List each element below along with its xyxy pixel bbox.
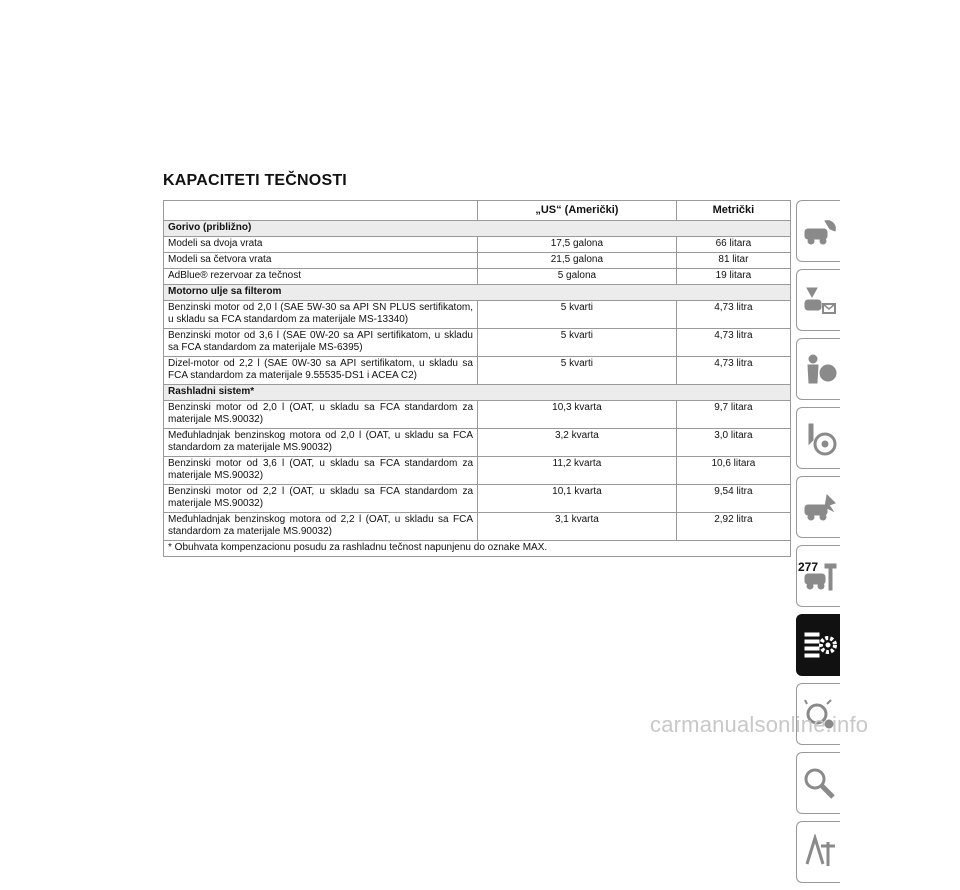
table-row bbox=[164, 329, 791, 357]
row-description: Benzinski motor od 2,0 l (OAT, u skladu sa FCA standardom za materijale MS.90032) bbox=[164, 401, 478, 429]
table-footnote: * Obuhvata kompenzacionu posudu za rashladnu tečnost napunjenu do oznake MAX. bbox=[164, 541, 791, 557]
page-title: KAPACITETI TEČNOSTI bbox=[163, 172, 347, 189]
table-row bbox=[164, 253, 791, 269]
row-metric-value: 3,0 litara bbox=[676, 429, 790, 457]
table-row bbox=[164, 401, 791, 429]
table-row bbox=[164, 457, 791, 485]
header-us: „US“ (Američki) bbox=[478, 201, 677, 221]
section-label: Motorno ulje sa filterom bbox=[164, 285, 791, 301]
row-description: Benzinski motor od 3,6 l (OAT, u skladu sa FCA standardom za materijale MS.90032) bbox=[164, 457, 478, 485]
chapter-tab[interactable] bbox=[796, 545, 840, 607]
table-row bbox=[164, 357, 791, 385]
chapter-tab[interactable] bbox=[796, 821, 840, 883]
row-us-value: 17,5 galona bbox=[478, 237, 677, 253]
section-label: Rashladni sistem* bbox=[164, 385, 791, 401]
chapter-tab[interactable] bbox=[796, 338, 840, 400]
table-row bbox=[164, 485, 791, 513]
row-metric-value: 9,7 litara bbox=[676, 401, 790, 429]
row-metric-value: 2,92 litra bbox=[676, 513, 790, 541]
chapter-tab[interactable] bbox=[796, 476, 840, 538]
row-metric-value: 10,6 litara bbox=[676, 457, 790, 485]
row-us-value: 5 kvarti bbox=[478, 357, 677, 385]
chapter-tab[interactable] bbox=[796, 752, 840, 814]
table-section-row bbox=[164, 285, 791, 301]
row-description: Međuhladnjak benzinskog motora od 2,2 l (OAT, u skladu sa FCA standardom za materijale MS.90032) bbox=[164, 513, 478, 541]
row-description: Benzinski motor od 2,2 l (OAT, u skladu sa FCA standardom za materijale MS.90032) bbox=[164, 485, 478, 513]
table-header-row bbox=[164, 201, 791, 221]
table-row bbox=[164, 237, 791, 253]
fluid-capacities-table bbox=[163, 200, 791, 557]
row-description: Modeli sa četvora vrata bbox=[164, 253, 478, 269]
chapter-tabs bbox=[796, 200, 842, 890]
row-metric-value: 4,73 litra bbox=[676, 301, 790, 329]
chapter-tab[interactable] bbox=[796, 269, 840, 331]
row-description: AdBlue® rezervoar za tečnost bbox=[164, 269, 478, 285]
row-us-value: 11,2 kvarta bbox=[478, 457, 677, 485]
header-description bbox=[164, 201, 478, 221]
row-description: Benzinski motor od 3,6 l (SAE 0W-20 sa API sertifikatom, u skladu sa FCA standardom za materijale MS-6395) bbox=[164, 329, 478, 357]
row-us-value: 21,5 galona bbox=[478, 253, 677, 269]
table-row bbox=[164, 269, 791, 285]
row-metric-value: 4,73 litra bbox=[676, 357, 790, 385]
row-description: Međuhladnjak benzinskog motora od 2,0 l (OAT, u skladu sa FCA standardom za materijale MS.90032) bbox=[164, 429, 478, 457]
row-us-value: 5 galona bbox=[478, 269, 677, 285]
row-description: Dizel-motor od 2,2 l (SAE 0W-30 sa API sertifikatom, u skladu sa FCA standardom za materijale 9.55535-DS1 i ACEA C2) bbox=[164, 357, 478, 385]
chapter-tab[interactable] bbox=[796, 614, 840, 676]
table-row bbox=[164, 513, 791, 541]
row-metric-value: 19 litara bbox=[676, 269, 790, 285]
watermark: carmanualsonline.info bbox=[650, 712, 869, 737]
row-us-value: 3,2 kvarta bbox=[478, 429, 677, 457]
row-metric-value: 66 litara bbox=[676, 237, 790, 253]
chapter-tab[interactable] bbox=[796, 407, 840, 469]
section-label: Gorivo (približno) bbox=[164, 221, 791, 237]
page-number: 277 bbox=[798, 560, 819, 574]
row-metric-value: 9,54 litra bbox=[676, 485, 790, 513]
row-us-value: 5 kvarti bbox=[478, 329, 677, 357]
row-description: Modeli sa dvoja vrata bbox=[164, 237, 478, 253]
table-body bbox=[164, 221, 791, 541]
table-row bbox=[164, 301, 791, 329]
row-us-value: 3,1 kvarta bbox=[478, 513, 677, 541]
row-metric-value: 4,73 litra bbox=[676, 329, 790, 357]
row-us-value: 10,3 kvarta bbox=[478, 401, 677, 429]
row-description: Benzinski motor od 2,0 l (SAE 5W-30 sa API SN PLUS sertifikatom, u skladu sa FCA standardom za materijale MS-13340) bbox=[164, 301, 478, 329]
row-us-value: 5 kvarti bbox=[478, 301, 677, 329]
table-section-row bbox=[164, 385, 791, 401]
table-row bbox=[164, 429, 791, 457]
chapter-tab[interactable] bbox=[796, 200, 840, 262]
table-footnote-row bbox=[164, 541, 791, 557]
row-us-value: 10,1 kvarta bbox=[478, 485, 677, 513]
row-metric-value: 81 litar bbox=[676, 253, 790, 269]
table-section-row bbox=[164, 221, 791, 237]
header-metric: Metrički bbox=[676, 201, 790, 221]
